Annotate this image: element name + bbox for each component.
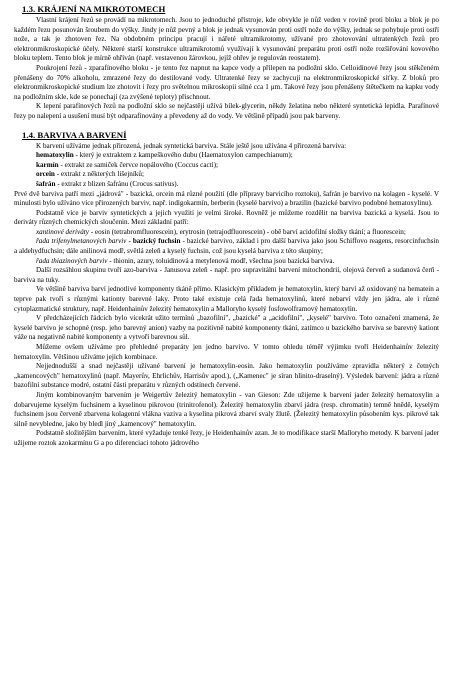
term: řada thiazinových barviv [36,256,108,265]
paragraph [14,228,439,238]
dye-description: - který je extraktem z kampeškového dubu (Haematoxylon campechianum); [73,151,293,160]
paragraph: Poukrojení řezů - zparafínového bloku - je tento řez napnut na kapce vody a přilepen na podložní sklo. Celloidinové řezy jsou stěkčeném přenášeny do 70% alkoholu, zmrazené řezy do destilované vody. Ultratenké řezy se zachycují na elektronmikroskopické síťky. Z bloků pro elektronmikroskopické studium lze zhotovit i řezy pro světelnou mikroskopii silné cca 1 μm. Takové řezy jsou přenášeny štětečkem na kapku vody na podložním skle, kde se ponechají (za zvýšené teploty) přischnout. [14,63,439,101]
paragraph: V předcházejících řádcích bylo vícekrát užito termínů „bazofilní", „bazické" a „acidofilní", „kyselé" barvivo. Toto označení znamená, že kyselé barvivo je schopné (resp. jeho barevný anion) vazby na pozitivně nabité komponenty tkání, zatímco u bazického barviva se barevný kationt váže na negativně nabité komponenty a vytvoří barevnou sůl. [14,314,439,342]
paragraph: Jiným kombinovaným barvením je Weigertův železitý hematoxylin - van Gieson: Zde užijeme k barvení jader železitý hematoxylin a dobarvujeme kyselým fuchsinem a kyselinou pikrovou (trinitrofenol). Železitý hematoxylin zbarví jádra (resp. chromatin) temně hnědě, kyselým fuchsinem jsou červeně zbarvena kolagenní vlákna vaziva a kyselina pikrová zbarví svaly žlutě. (Železitý hematoxylin působením kys. pikrové tak silně nevybledne, jako by bledl jiný „kamencový" hematoxylin. [14,390,439,428]
dye-name: šafrán [36,179,56,188]
term: řada trifenylmetanových barviv [36,237,127,246]
paragraph [14,257,439,267]
list-item [36,151,439,161]
text: - bazické barvivo, základ i pro další barviva jako jsou Schiffovo reagens, resorcinfuchsin a aldehydfuchsin; dále anilinová modř, světlá zeleň a kyselý fuchsin, což jsou kyselá barviva z této skupiny; [14,237,440,256]
paragraph: K barvení užíváme jednak přirozená, jednak syntetická barviva. Stále ještě jsou užívána 4 přirozená barviva: [36,141,347,150]
dye-name: orcein [36,170,55,179]
dye-name: karmín [36,160,59,169]
text: - eosin (tetrabromfluorescein), erytrosin (tetrajodfluorescein) - obě barví acidofilní složky tkání; a fluorescein; [88,227,406,236]
paragraph: Můžeme ovšem užíváme pro přehledné preparáty jen jedno barvivo. V tomto ohledu téměř výjimku tvoří Heidenhainův železitý hematoxylin. Většinou užíváme jejich kombinace. [14,343,439,361]
paragraph: Nejjednodušší a snad nejčastěji užívané barvení je hematoxylin-eosin. Jako hematoxylin používáme zpravidla některý z četných „kamencových" hematoxylinů (např. Mayerův, Ehrlichův, Harrisův apod.), („Kamenec" je síran hlinito-draselný). Výsledek barvení: jádra a různé bazofilní substance modré, ostatní části preparátu v různých odstínech červené. [14,362,439,390]
section-heading-dyes: 1.4. BARVIVA A BARVENÍ [22,129,127,140]
list-item [36,170,439,180]
paragraph: K lepení parafínových řezů na podložní sklo se nejčastěji užívá bílek-glycerin, někdy želatina nebo některé syntetická lepidla. Parafínové řezy po nalepení a usušení musí být odparafínovány a převedeny až do vody. Ve většině případů jsou pak barveny. [14,102,439,120]
dye-description: - extrakt ze samiček červce nopálového (Coccus cacti); [58,160,219,169]
paragraph [14,237,439,256]
paragraph: Další rozsáhlou skupinu tvoří azo-barviva - Janusova zeleň - např. pro supravitální barvení mitochondrií, olejová červeň a sudanová čerň - barviva na tuky. [14,266,439,284]
list-item [36,161,439,171]
dye-description: - extrakt z blizen šafránu (Crocus sativus). [55,179,179,188]
paragraph: Ve většině barviva barví jednotlivé komponenty tkáně přímo. Klasickým příkladem je hematoxylin, který barví až oxidovaný na hematein a teprve pak tvoří s různými kationty barevné laky. Proto také existuje celá řada hematoxylinů, které nebarví vždy jen jádra, ale i různé cytoplazmatické struktury, např. Heidenhainův železitý hematoxylin a Malloryho kyselý fosfowolframový hematoxylin. [14,285,439,313]
dye-description: - extrakt z některých lišejníků; [54,170,144,179]
dye-name: hematoxylin [36,151,74,160]
term-bold: - bazický fuchsin [126,237,181,246]
paragraph: Podstatně složitějším barvením, které vyžaduje tenké řezy, je Heidenhainův azan. Je to modifikace starší Malloryho metody. K barvení jader užijeme roztok azokarmínu G a po diferenciaci tohoto jádrového [14,429,439,447]
paragraph: Podstatně více je barviv syntetických a jejich využití je velmi široké. Rovněž je můžeme rozdělit na barviva bazická a kyselá. Jsou to deriváty různých chemických sloučenin. Mezi základní patří: [14,208,439,227]
paragraph: Prvé dvě barviva patří mezi „jádrová" - bazická, orcein má různé použití (dle přípravy barvicího roztoku), šafrán je barvivo na kolagen - kyselé. V minulosti bylo užíváno více přirozených barviv, např. indigokarmín, berberin (kyselé barvivo) a brazilin (bazické barvivo podobné hematoxylinu). [14,189,439,208]
list-item [36,180,439,190]
text: - thionin, azury, toluidinová a metylenová modř, všechna jsou bazická barviva. [107,256,335,265]
term: xantinové deriváty [36,227,89,236]
paragraph: Vlastní krájení řezů se provádí na mikrotomech. Jsou to jednoduché přístroje, kde obvykle je nůž veden v rovině proti bloku a blok je po každém řezu posunován šroubem do výšky. Jindy je nůž pevný a blok je jednak vysunován proti ostří nože do výšky, jednak se pohybuje proti ostří nože, a tak je zhotoven řez. Na obdobném principu pracují i nářeté ultramikrotomy, užívané pro zhotovování ultratenkých řezů pro elektronmikroskopické účely. Některé starší konstrukce ultramikrotomů využívají k vysunování preparátu proti ostří nože rozšiřování kovového bloku teplem. Tento blok je mírně ohříván (např. vestavenou žárovkou, jejíž ohřev je regulován reostatem). [14,16,439,63]
section-heading-cutting: 1.3. KRÁJENÍ NA MIKROTOMECH [22,4,166,14]
